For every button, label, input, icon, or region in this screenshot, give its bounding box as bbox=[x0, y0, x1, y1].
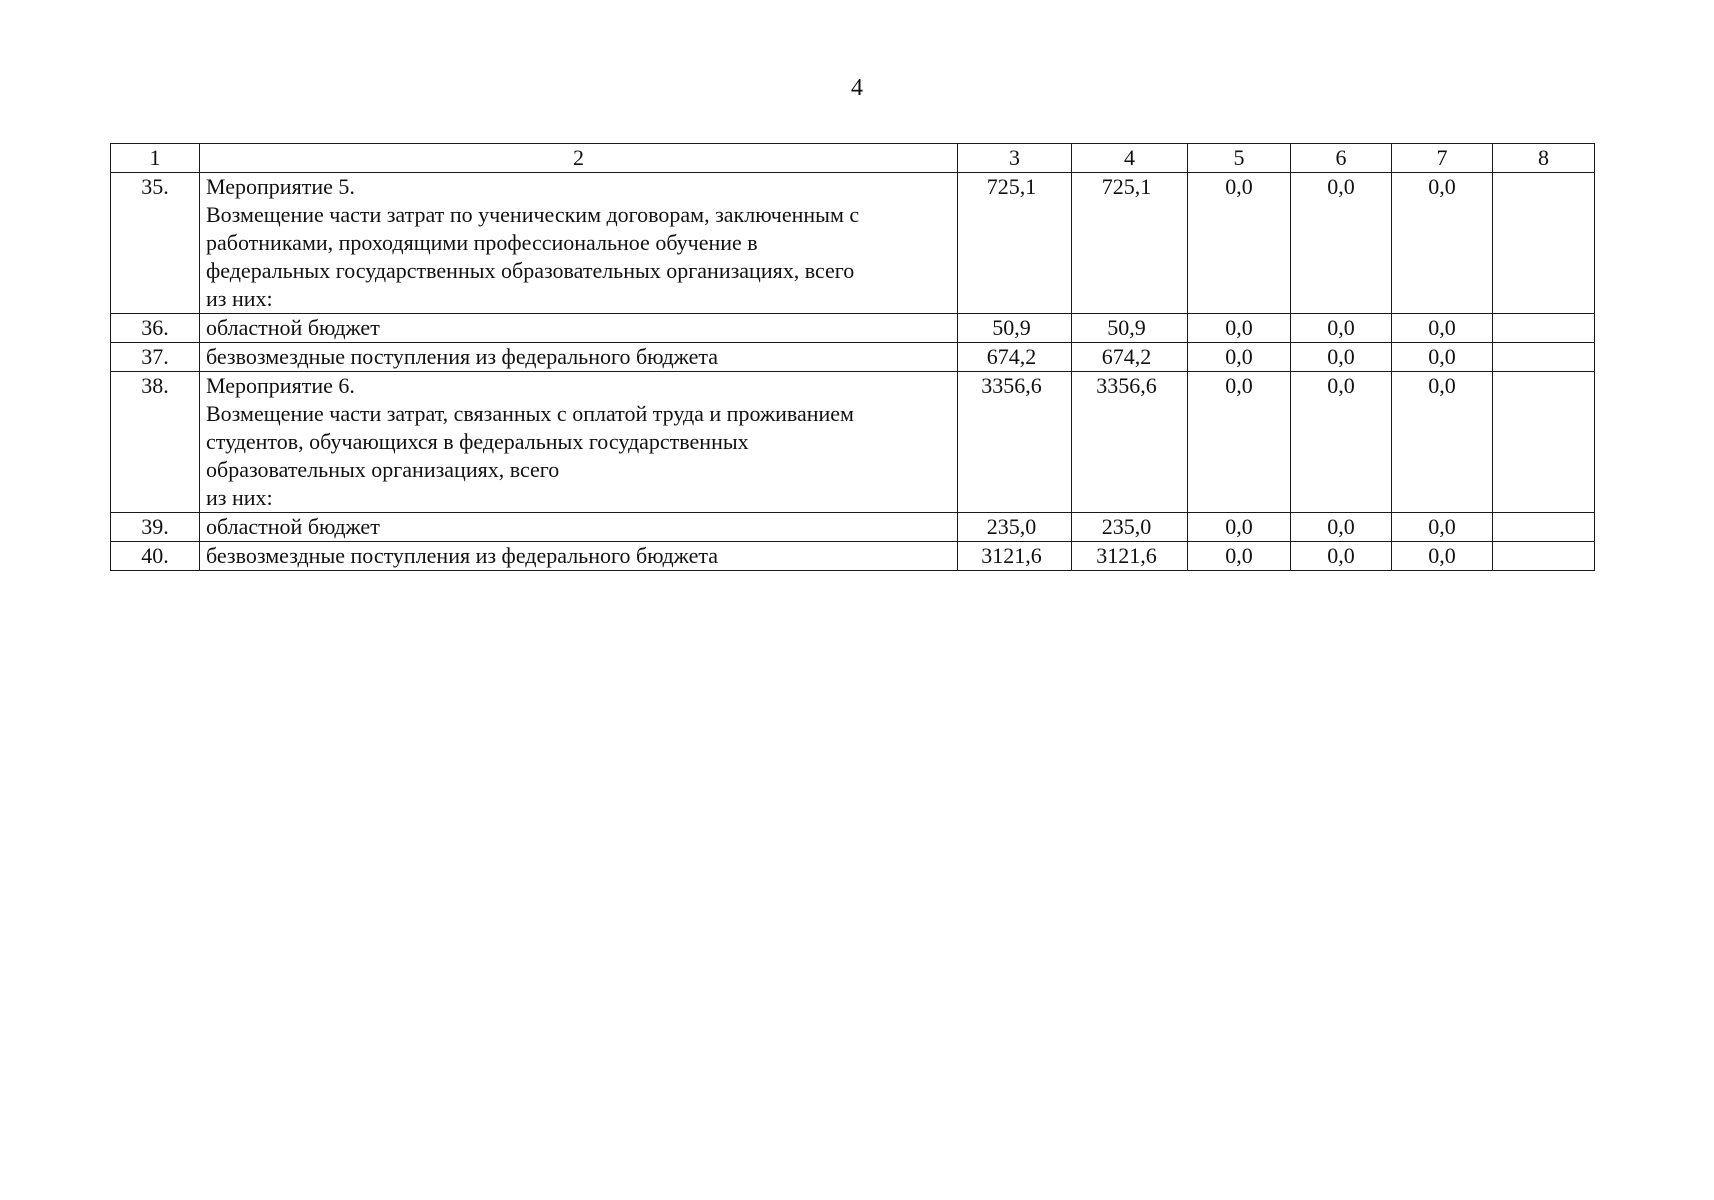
value-cell-col4: 50,9 bbox=[1072, 314, 1188, 343]
column-header: 5 bbox=[1188, 144, 1291, 173]
header-row bbox=[111, 144, 1595, 173]
table-body bbox=[111, 144, 1595, 571]
value-cell-col7: 0,0 bbox=[1392, 314, 1493, 343]
value-cell-col5: 0,0 bbox=[1188, 513, 1291, 542]
description-line: Возмещение части затрат по ученическим договорам, заключенным с bbox=[206, 202, 860, 227]
value-cell-col7: 0,0 bbox=[1392, 513, 1493, 542]
row-description bbox=[200, 372, 958, 513]
value-cell-col8 bbox=[1493, 513, 1595, 542]
budget-table bbox=[110, 143, 1595, 571]
description-line: образовательных организациях, всего bbox=[206, 457, 560, 482]
page-number: 4 bbox=[851, 75, 863, 101]
column-header: 7 bbox=[1392, 144, 1493, 173]
row-number: 35. bbox=[111, 173, 200, 314]
description-line: из них: bbox=[206, 286, 273, 311]
row-description bbox=[200, 314, 958, 343]
value-cell-col4: 235,0 bbox=[1072, 513, 1188, 542]
table-row bbox=[111, 372, 1595, 513]
value-cell-col3: 674,2 bbox=[958, 343, 1072, 372]
value-cell-col6: 0,0 bbox=[1291, 314, 1392, 343]
value-cell-col8 bbox=[1493, 372, 1595, 513]
table-row bbox=[111, 542, 1595, 571]
value-cell-col5: 0,0 bbox=[1188, 372, 1291, 513]
value-cell-col5: 0,0 bbox=[1188, 542, 1291, 571]
description-line: студентов, обучающихся в федеральных государственных bbox=[206, 429, 749, 454]
table-row bbox=[111, 513, 1595, 542]
row-number: 39. bbox=[111, 513, 200, 542]
row-description bbox=[200, 542, 958, 571]
value-cell-col6: 0,0 bbox=[1291, 542, 1392, 571]
value-cell-col8 bbox=[1493, 343, 1595, 372]
value-cell-col5: 0,0 bbox=[1188, 343, 1291, 372]
column-header: 8 bbox=[1493, 144, 1595, 173]
row-number: 40. bbox=[111, 542, 200, 571]
value-cell-col3: 235,0 bbox=[958, 513, 1072, 542]
value-cell-col3: 3121,6 bbox=[958, 542, 1072, 571]
value-cell-col4: 674,2 bbox=[1072, 343, 1188, 372]
value-cell-col3: 3356,6 bbox=[958, 372, 1072, 513]
value-cell-col7: 0,0 bbox=[1392, 372, 1493, 513]
value-cell-col4: 3121,6 bbox=[1072, 542, 1188, 571]
row-description bbox=[200, 513, 958, 542]
value-cell-col8 bbox=[1493, 173, 1595, 314]
table-row bbox=[111, 173, 1595, 314]
value-cell-col7: 0,0 bbox=[1392, 542, 1493, 571]
description-line: безвозмездные поступления из федерального бюджета bbox=[206, 543, 718, 568]
value-cell-col8 bbox=[1493, 542, 1595, 571]
value-cell-col6: 0,0 bbox=[1291, 372, 1392, 513]
value-cell-col6: 0,0 bbox=[1291, 343, 1392, 372]
description-line: областной бюджет bbox=[206, 514, 380, 539]
value-cell-col6: 0,0 bbox=[1291, 173, 1392, 314]
row-description bbox=[200, 343, 958, 372]
value-cell-col6: 0,0 bbox=[1291, 513, 1392, 542]
value-cell-col3: 50,9 bbox=[958, 314, 1072, 343]
description-line: безвозмездные поступления из федерального бюджета bbox=[206, 344, 718, 369]
description-line: областной бюджет bbox=[206, 315, 380, 340]
description-line: федеральных государственных образовательных организациях, всего bbox=[206, 258, 855, 283]
value-cell-col5: 0,0 bbox=[1188, 173, 1291, 314]
value-cell-col4: 3356,6 bbox=[1072, 372, 1188, 513]
value-cell-col8 bbox=[1493, 314, 1595, 343]
value-cell-col7: 0,0 bbox=[1392, 343, 1493, 372]
column-header: 4 bbox=[1072, 144, 1188, 173]
description-line: Возмещение части затрат, связанных с оплатой труда и проживанием bbox=[206, 401, 854, 426]
value-cell-col7: 0,0 bbox=[1392, 173, 1493, 314]
row-number: 36. bbox=[111, 314, 200, 343]
row-number: 38. bbox=[111, 372, 200, 513]
table-row bbox=[111, 343, 1595, 372]
row-number: 37. bbox=[111, 343, 200, 372]
column-header: 1 bbox=[111, 144, 200, 173]
description-line: Мероприятие 6. bbox=[206, 373, 355, 398]
column-header: 2 bbox=[200, 144, 958, 173]
value-cell-col4: 725,1 bbox=[1072, 173, 1188, 314]
description-line: из них: bbox=[206, 485, 273, 510]
value-cell-col3: 725,1 bbox=[958, 173, 1072, 314]
value-cell-col5: 0,0 bbox=[1188, 314, 1291, 343]
column-header: 6 bbox=[1291, 144, 1392, 173]
table-row bbox=[111, 314, 1595, 343]
column-header: 3 bbox=[958, 144, 1072, 173]
description-line: Мероприятие 5. bbox=[206, 174, 355, 199]
row-description bbox=[200, 173, 958, 314]
description-line: работниками, проходящими профессиональное обучение в bbox=[206, 230, 758, 255]
